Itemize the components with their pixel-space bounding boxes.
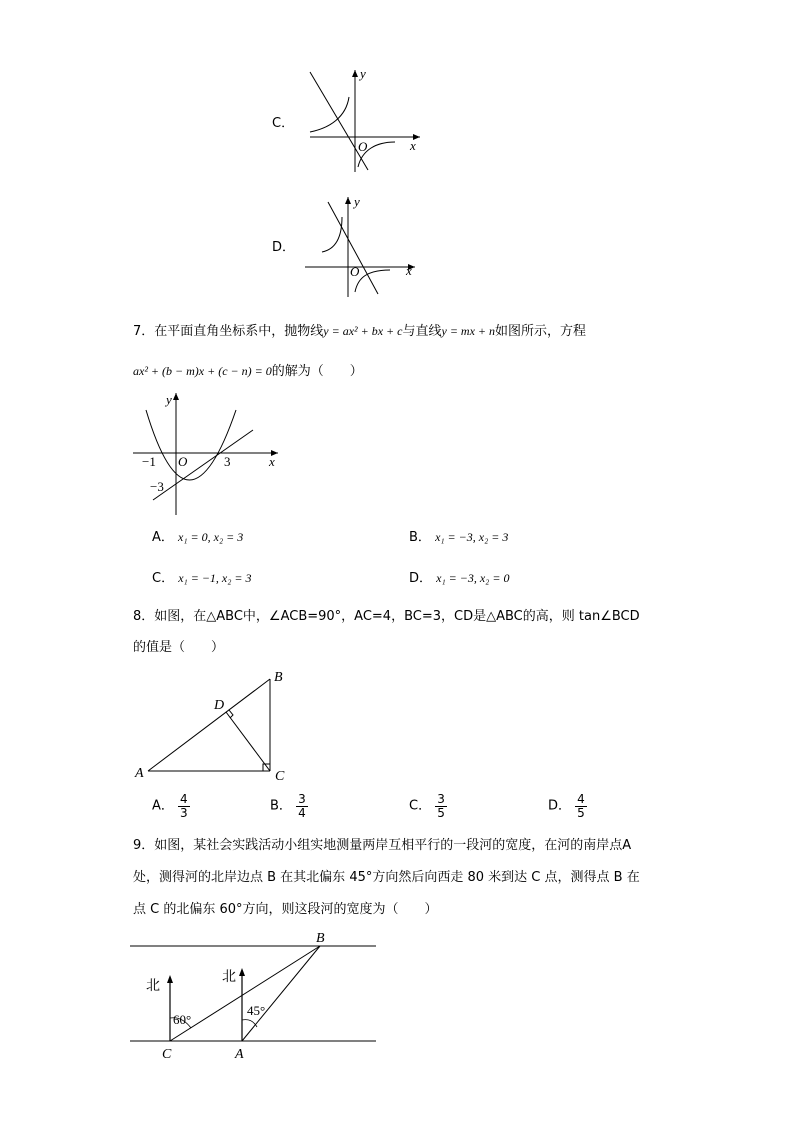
- q6d-y-label: y: [354, 194, 360, 209]
- q6c-origin-label: O: [358, 139, 368, 154]
- q8-question-line2: 的值是（ ）: [133, 640, 225, 655]
- q9-question-line2: 处，测得河的北岸边点 B 在其北偏东 45°方向然后向西走 80 米到达 C 点，测得点 B 在: [133, 870, 640, 885]
- q6-option-d-graph: [300, 192, 430, 302]
- q7-question-line2: ax² + (b − m)x + (c − n) = 0的解为（ ）: [133, 364, 363, 379]
- q6d-x-label: x: [406, 263, 412, 278]
- q6c-y-label: y: [360, 66, 366, 81]
- q8-option-b-fraction: $\frac{3}{4}$: [298, 792, 306, 820]
- q8-option-d-fraction: $\frac{4}{5}$: [577, 792, 585, 820]
- q7-origin-label: O: [178, 454, 188, 469]
- q9-angle-60: 60°: [173, 1012, 192, 1027]
- q9-label-b: B: [316, 931, 325, 946]
- q8-option-a[interactable]: A． $\frac{4}{3}$: [152, 792, 188, 820]
- q6-option-d-label: D．: [272, 240, 296, 255]
- q9-label-a: A: [235, 1047, 244, 1062]
- q8-option-b[interactable]: B． $\frac{3}{4}$: [270, 792, 306, 820]
- q7-option-b[interactable]: B． x₁ = −3, x₂ = 3: [409, 530, 509, 545]
- q7-tick-neg3: −3: [150, 479, 164, 494]
- q7-tick-3: 3: [224, 454, 231, 469]
- q9-north-right: 北: [222, 969, 236, 985]
- q8-triangle-figure: [130, 665, 300, 785]
- q6-option-c-label: C．: [272, 116, 295, 131]
- q8-option-a-fraction: $\frac{4}{3}$: [180, 792, 188, 820]
- q8-label-d: D: [214, 698, 225, 713]
- q8-question-line1: 8．如图，在△ABC中，∠ACB=90°，AC=4，BC=3，CD是△ABC的高，则 tan∠BCD: [133, 609, 640, 624]
- q8-label-c: C: [275, 769, 285, 784]
- q8-option-d[interactable]: D． $\frac{4}{5}$: [548, 792, 585, 820]
- q7-equation: ax² + (b − m)x + (c − n) = 0: [133, 364, 272, 378]
- q9-angle-45: 45°: [247, 1003, 266, 1018]
- q9-question-line3: 点 C 的北偏东 60°方向，则这段河的宽度为（ ）: [133, 902, 438, 917]
- q9-label-c: C: [162, 1047, 172, 1062]
- q6c-x-label: x: [410, 138, 416, 153]
- q7-y-label: y: [166, 392, 172, 407]
- q8-option-c-fraction: $\frac{3}{5}$: [437, 792, 445, 820]
- q9-river-figure: [130, 928, 380, 1068]
- q7-option-d[interactable]: D． x₁ = −3, x₂ = 0: [409, 571, 510, 586]
- q7-graph: [128, 390, 288, 520]
- q8-label-b: B: [274, 670, 283, 685]
- q6d-origin-label: O: [350, 264, 360, 279]
- q8-label-a: A: [135, 766, 144, 781]
- q9-north-left: 北: [146, 978, 160, 994]
- q7-parabola-equation: y = ax² + bx + c: [323, 324, 403, 338]
- q7-x-label: x: [269, 454, 275, 469]
- q7-line-equation: y = mx + n: [441, 324, 496, 338]
- q6-option-c-graph: [300, 62, 430, 177]
- q8-option-c[interactable]: C． $\frac{3}{5}$: [409, 792, 445, 820]
- q7-tick-neg1: −1: [142, 454, 156, 469]
- q7-option-c[interactable]: C． x₁ = −1, x₂ = 3: [152, 571, 252, 586]
- q7-question-line1: 7．在平面直角坐标系中，抛物线y = ax² + bx + c与直线y = mx + n如图所示，方程: [133, 324, 587, 339]
- q9-question-line1: 9．如图，某社会实践活动小组实地测量两岸互相平行的一段河的宽度，在河的南岸点A: [133, 838, 632, 853]
- q7-option-a[interactable]: A． x₁ = 0, x₂ = 3: [152, 530, 244, 545]
